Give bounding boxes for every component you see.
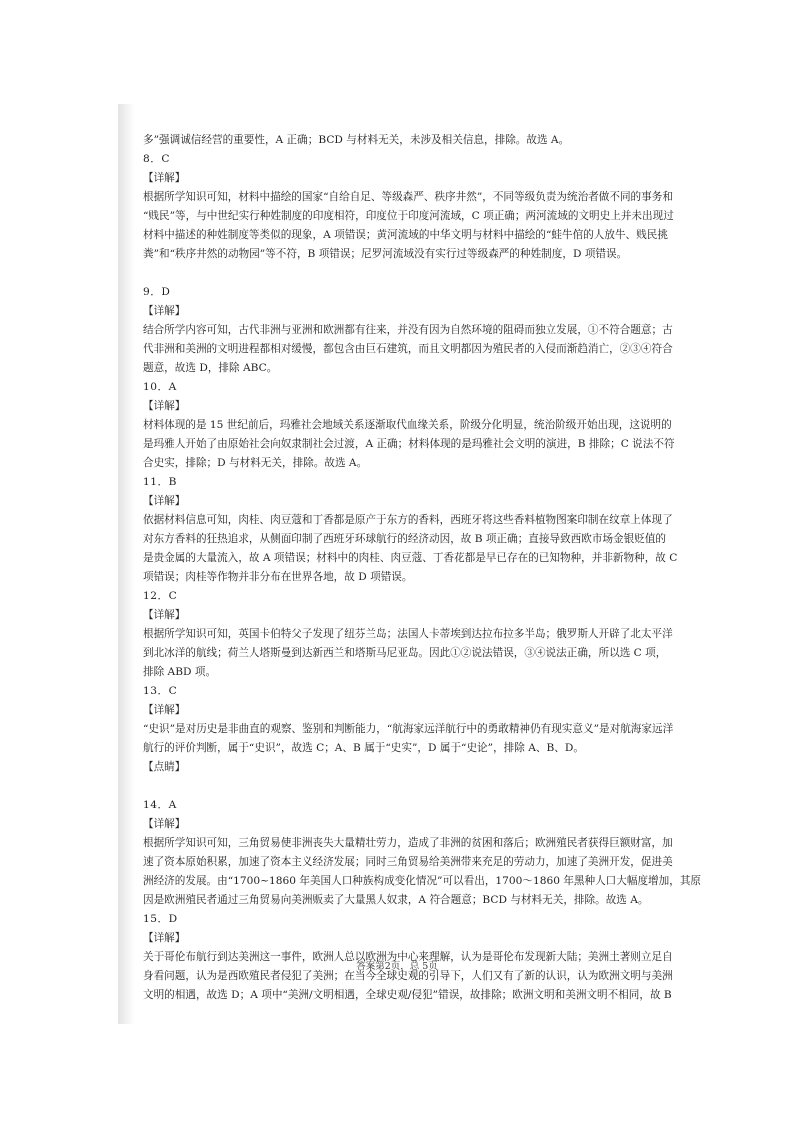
detail-label: 【详解】 <box>143 305 186 317</box>
tip-label: 【点睛】 <box>143 761 186 773</box>
answer-heading-11: 11．B <box>143 476 177 488</box>
text-line: 身看问题，认为是西欧殖民者侵犯了美洲；在当今全球史观的引导下，人们又有了新的认识，认为欧洲文明与美洲 <box>143 970 673 982</box>
text-line: 依据材料信息可知，肉桂、肉豆蔻和丁香都是原产于东方的香料，西班牙将这些香料植物图案印制在纹章上体现了 <box>143 514 673 526</box>
text-line: 是玛雅人开始了由原始社会向奴隶制社会过渡，A 正确；材料体现的是玛雅社会文明的演进，B 排除；C 说法不符 <box>143 438 675 450</box>
answer-heading-15: 15．D <box>143 913 178 925</box>
text-line: 排除 ABD 项。 <box>143 666 217 678</box>
text-line: 速了资本原始积累，加速了资本主义经济发展；同时三角贸易给美洲带来充足的劳动力，加速了美洲开发，促进美 <box>143 856 673 868</box>
detail-label: 【详解】 <box>143 818 186 830</box>
blank-line <box>143 777 663 796</box>
text-line: 因是欧洲殖民者通过三角贸易向美洲贩卖了大量黑人奴隶，A 符合题意；BCD 与材料无关，排除。故选 A。 <box>143 894 649 906</box>
text-line: 是贵金属的大量流入，故 A 项错误；材料中的肉桂、肉豆蔻、丁香花都是早已存在的已知物种，并非新物种，故 C <box>143 552 678 564</box>
blank-line <box>143 264 663 283</box>
text-line: 粪”和“秩序井然的动物园”等不符，B 项错误；尼罗河流域没有实行过等级森严的种姓制度，D 项错误。 <box>143 248 628 260</box>
detail-label: 【详解】 <box>143 400 186 412</box>
detail-label: 【详解】 <box>143 932 186 944</box>
text-line: 关于哥伦布航行到达美洲这一事件，欧洲人总以欧洲为中心来理解，认为是哥伦布发现新大陆；美洲土著则立足自 <box>143 951 673 963</box>
answer-heading-14: 14．A <box>143 799 177 811</box>
answer-heading-9: 9．D <box>143 286 171 298</box>
text-line: 题意，故选 D，排除 ABC。 <box>143 362 278 374</box>
text-line: 对东方香料的狂热追求，从侧面印制了西班牙环球航行的经济动因，故 B 项正确；直接导致西欧市场金银贬值的 <box>143 533 667 545</box>
text-line: 代非洲和美洲的文明进程都相对缓慢，都包含由巨石建筑，而且文明都因为殖民者的入侵而渐趋消亡，②③④符合 <box>143 343 673 355</box>
text-line: 航行的评价判断，属于“史识”，故选 C；A、B 属于“史实”，D 属于“史论”，排除 A、B、D。 <box>143 742 584 754</box>
detail-label: 【详解】 <box>143 495 186 507</box>
text-line: 合史实，排除；D 与材料无关，排除。故选 A。 <box>143 457 368 469</box>
document-page <box>143 131 702 1005</box>
text-line: 根据所学知识可知，三角贸易使非洲丧失大量精壮劳力，造成了非洲的贫困和落后；欧洲殖民者获得巨额财富，加 <box>143 837 673 849</box>
text-line: 材料中描述的种姓制度等类似的现象，A 项错误；黄河流域的中华文明与材料中描绘的“蛙牛倌的人放牛、贱民挑 <box>143 229 668 241</box>
answer-heading-12: 12．C <box>143 590 178 602</box>
text-line: 项错误；肉桂等作物并非分布在世界各地，故 D 项错误。 <box>143 571 413 583</box>
page-footer: 答案第2页，总 5页 <box>356 961 438 972</box>
text-line: 到北冰洋的航线；荷兰人塔斯曼到达新西兰和塔斯马尼亚岛。因此①②说法错误，③④说法正确，所以选 C 项， <box>143 647 667 659</box>
text-line: 根据所学知识可知，英国卡伯特父子发现了纽芬兰岛；法国人卡蒂埃到达拉布拉多半岛；俄罗斯人开辟了北太平洋 <box>143 628 673 640</box>
detail-label: 【详解】 <box>143 609 186 621</box>
text-line: 文明的相遇，故选 D；A 项中“美洲/文明相遇，全球史观/侵犯”错误，故排除；欧洲文明和美洲文明不相同，故 B <box>143 989 672 1001</box>
answer-heading-13: 13．C <box>143 685 178 697</box>
text-line: “贱民”等，与中世纪实行种姓制度的印度相符，印度位于印度河流域，C 项正确；两河流域的文明史上并未出现过 <box>143 210 674 222</box>
detail-label: 【详解】 <box>143 172 186 184</box>
text-line: 结合所学内容可知，古代非洲与亚洲和欧洲都有往来，并没有因为自然环境的阻碍而独立发展，①不符合题意；古 <box>143 324 673 336</box>
text-line: 洲经济的发展。由“1700~1860 年美国人口种族构成变化情况”可以看出，1700～1860 年黑种人口大幅度增加，其原 <box>143 875 702 887</box>
text-line: 多”强调诚信经营的重要性，A 正确；BCD 与材料无关，未涉及相关信息，排除。故选 A。 <box>143 134 570 146</box>
text-line: “史识”是对历史是非曲直的观察、鉴别和判断能力，“航海家远洋航行中的勇敢精神仍有现实意义”是对航海家远洋 <box>143 723 674 735</box>
scan-shadow <box>118 104 134 1024</box>
text-line: 根据所学知识可知，材料中描绘的国家“自给自足、等级森严、秩序井然”，不同等级负责为统治者做不同的事务和 <box>143 191 673 203</box>
text-line: 材料体现的是 15 世纪前后，玛雅社会地域关系逐渐取代血缘关系，阶级分化明显，统治阶级开始出现，这说明的 <box>143 419 672 431</box>
answer-heading-8: 8．C <box>143 153 170 165</box>
answer-heading-10: 10．A <box>143 381 177 393</box>
detail-label: 【详解】 <box>143 704 186 716</box>
